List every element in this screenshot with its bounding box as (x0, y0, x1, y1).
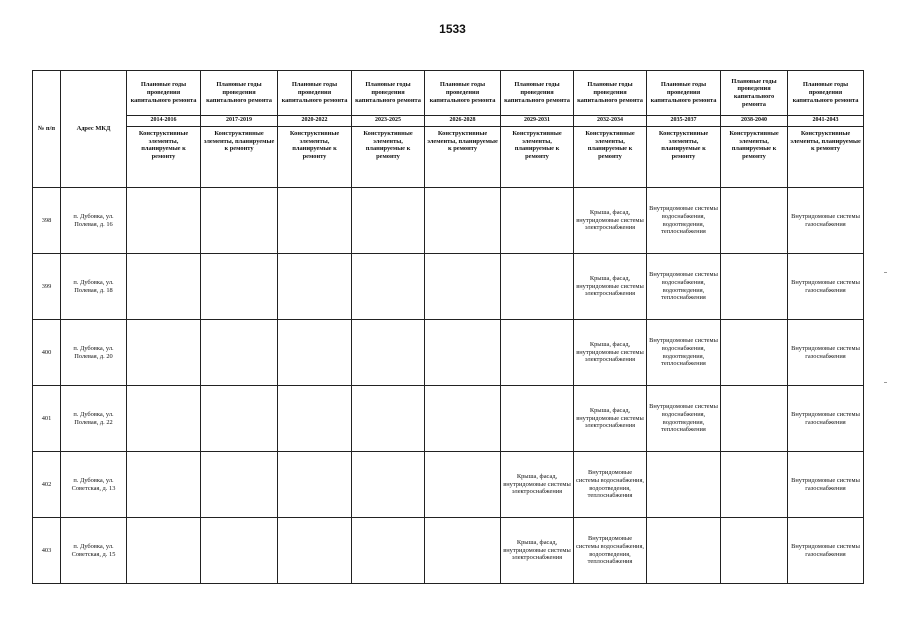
repair-cell: Крыша, фасад, внутридомовые системы электроснабжения (501, 518, 574, 584)
header-group: Плановые годы проведения капитального ремонта (721, 71, 788, 116)
repair-cell (721, 386, 788, 452)
repair-cell (278, 254, 352, 320)
repair-cell: Внутридомовые системы газоснабжения (788, 320, 864, 386)
row-number: 403 (33, 518, 61, 584)
period-label: 2038-2040 (721, 116, 788, 127)
elements-label: Конструктивные элементы, планируемые к ремонту (352, 127, 425, 188)
repair-cell (721, 188, 788, 254)
repair-cell: Внутридомовые системы газоснабжения (788, 188, 864, 254)
repair-cell: Крыша, фасад, внутридомовые системы электроснабжения (574, 320, 647, 386)
repair-cell (721, 254, 788, 320)
repair-cell: Внутридомовые системы газоснабжения (788, 518, 864, 584)
row-number: 402 (33, 452, 61, 518)
repair-cell (501, 188, 574, 254)
repair-cell (201, 254, 278, 320)
row-address: п. Дубовка, ул. Советская, д. 15 (61, 518, 127, 584)
repair-cell (352, 386, 425, 452)
header-row-periods (33, 116, 864, 127)
repair-cell (201, 452, 278, 518)
period-label: 2041-2043 (788, 116, 864, 127)
repair-cell (352, 452, 425, 518)
repair-cell (647, 452, 721, 518)
header-group: Плановые годы проведения капитального ремонта (647, 71, 721, 116)
row-address: п. Дубовка, ул. Полевая, д. 16 (61, 188, 127, 254)
elements-label: Конструктивные элементы, планируемые к ремонту (574, 127, 647, 188)
repair-cell (127, 188, 201, 254)
period-label: 2035-2037 (647, 116, 721, 127)
period-label: 2020-2022 (278, 116, 352, 127)
repair-cell (425, 518, 501, 584)
row-number: 401 (33, 386, 61, 452)
repair-cell (278, 518, 352, 584)
header-group: Плановые годы проведения капитального ремонта (127, 71, 201, 116)
repair-cell (278, 320, 352, 386)
period-label: 2023-2025 (352, 116, 425, 127)
repair-cell (501, 386, 574, 452)
header-row-elements (33, 127, 864, 188)
table-row (33, 452, 864, 518)
elements-label: Конструктивные элементы, планируемые к ремонту (501, 127, 574, 188)
header-group: Плановые годы проведения капитального ремонта (201, 71, 278, 116)
header-row-group (33, 71, 864, 116)
page-number: 1533 (439, 22, 466, 36)
repair-cell (425, 320, 501, 386)
repair-cell: Внутридомовые системы газоснабжения (788, 386, 864, 452)
row-number: 400 (33, 320, 61, 386)
elements-label: Конструктивные элементы, планируемые к ремонту (201, 127, 278, 188)
repair-cell: Крыша, фасад, внутридомовые системы электроснабжения (574, 254, 647, 320)
period-label: 2026-2028 (425, 116, 501, 127)
elements-label: Конструктивные элементы, планируемые к ремонту (788, 127, 864, 188)
repair-cell (352, 518, 425, 584)
repair-cell (127, 254, 201, 320)
row-address: п. Дубовка, ул. Полевая, д. 18 (61, 254, 127, 320)
repair-cell (201, 386, 278, 452)
repair-cell: Крыша, фасад, внутридомовые системы электроснабжения (574, 386, 647, 452)
header-num: № п/п (33, 71, 61, 188)
elements-label: Конструктивные элементы, планируемые к ремонту (278, 127, 352, 188)
header-group: Плановые годы проведения капитального ремонта (574, 71, 647, 116)
repair-cell (127, 386, 201, 452)
row-address: п. Дубовка, ул. Полевая, д. 20 (61, 320, 127, 386)
repair-cell (721, 320, 788, 386)
table-row (33, 188, 864, 254)
repair-cell (425, 386, 501, 452)
table-row (33, 320, 864, 386)
header-group: Плановые годы проведения капитального ремонта (352, 71, 425, 116)
repair-cell (201, 188, 278, 254)
repair-cell: Внутридомовые системы газоснабжения (788, 452, 864, 518)
repair-cell (278, 386, 352, 452)
table-row (33, 254, 864, 320)
repair-cell (501, 320, 574, 386)
repair-cell: Внутридомовые системы водоснабжения, водоотведения, теплоснабжения (574, 452, 647, 518)
repair-cell (201, 518, 278, 584)
period-label: 2032-2034 (574, 116, 647, 127)
row-number: 398 (33, 188, 61, 254)
repair-cell (721, 518, 788, 584)
header-group: Плановые годы проведения капитального ремонта (278, 71, 352, 116)
elements-label: Конструктивные элементы, планируемые к ремонту (647, 127, 721, 188)
repair-cell: Внутридомовые системы водоснабжения, водоотведения, теплоснабжения (647, 254, 721, 320)
header-group: Плановые годы проведения капитального ремонта (425, 71, 501, 116)
row-address: п. Дубовка, ул. Полевая, д. 22 (61, 386, 127, 452)
table-row (33, 386, 864, 452)
repair-cell: Внутридомовые системы водоснабжения, водоотведения, теплоснабжения (574, 518, 647, 584)
header-group: Плановые годы проведения капитального ремонта (501, 71, 574, 116)
row-number: 399 (33, 254, 61, 320)
table-row (33, 518, 864, 584)
repair-cell: Внутридомовые системы водоснабжения, водоотведения, теплоснабжения (647, 386, 721, 452)
repair-cell: Внутридомовые системы газоснабжения (788, 254, 864, 320)
repair-cell: Крыша, фасад, внутридомовые системы электроснабжения (501, 452, 574, 518)
repair-cell (352, 254, 425, 320)
repair-cell (278, 452, 352, 518)
scan-mark (884, 382, 887, 383)
row-address: п. Дубовка, ул. Советская, д. 13 (61, 452, 127, 518)
repair-cell (127, 452, 201, 518)
capital-repair-table (32, 70, 864, 584)
repair-cell: Крыша, фасад, внутридомовые системы электроснабжения (574, 188, 647, 254)
scan-mark (884, 272, 887, 273)
period-label: 2029-2031 (501, 116, 574, 127)
header-address: Адрес МКД (61, 71, 127, 188)
elements-label: Конструктивные элементы, планируемые к ремонту (127, 127, 201, 188)
header-group: Плановые годы проведения капитального ремонта (788, 71, 864, 116)
repair-cell (501, 254, 574, 320)
repair-cell (425, 254, 501, 320)
repair-cell (425, 188, 501, 254)
repair-cell (127, 320, 201, 386)
repair-cell (127, 518, 201, 584)
elements-label: Конструктивные элементы, планируемые к ремонту (721, 127, 788, 188)
repair-cell (721, 452, 788, 518)
repair-cell: Внутридомовые системы водоснабжения, водоотведения, теплоснабжения (647, 188, 721, 254)
repair-cell (647, 518, 721, 584)
period-label: 2014-2016 (127, 116, 201, 127)
period-label: 2017-2019 (201, 116, 278, 127)
repair-cell (352, 188, 425, 254)
repair-cell (352, 320, 425, 386)
repair-cell (278, 188, 352, 254)
elements-label: Конструктивные элементы, планируемые к ремонту (425, 127, 501, 188)
repair-cell (201, 320, 278, 386)
repair-cell: Внутридомовые системы водоснабжения, водоотведения, теплоснабжения (647, 320, 721, 386)
repair-cell (425, 452, 501, 518)
